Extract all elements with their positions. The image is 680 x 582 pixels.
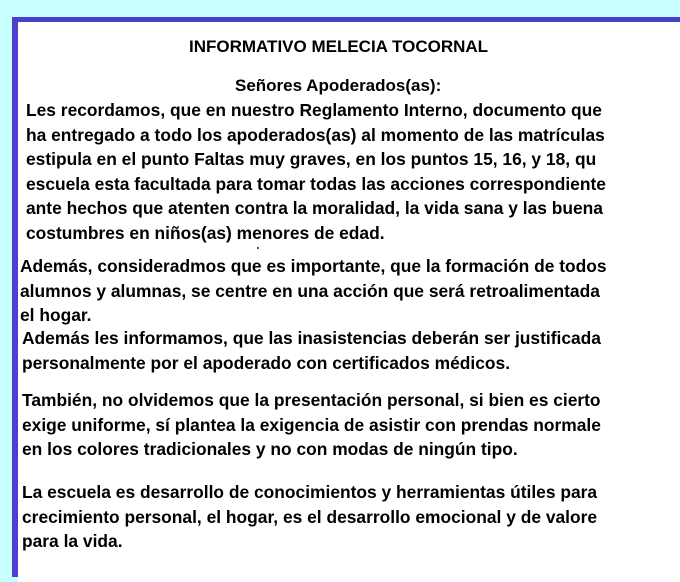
- text-line: exige uniforme, sí plantea la exigencia de asistir con prendas normale: [22, 414, 601, 435]
- text-line: en los colores tradicionales y no con modas de ningún tipo.: [22, 439, 518, 459]
- text-line: escuela esta facultada para tomar todas las acciones correspondiente: [26, 173, 606, 194]
- text-line: Además, consideradmos que es importante, que la formación de todos: [20, 256, 607, 276]
- text-line: ha entregado a todo los apoderados(as) al momento de las matrículas: [26, 124, 605, 145]
- paragraph-inasistencias: [22, 326, 601, 375]
- paragraph-reglamento: [26, 98, 606, 245]
- speck: [257, 247, 259, 249]
- text-line: para la vida.: [22, 531, 123, 551]
- text-line: Además les informamos, que las inasistencias deberán ser justificada: [22, 328, 601, 348]
- text-line: ante hechos que atenten contra la moralidad, la vida sana y las buena: [26, 198, 603, 218]
- text-line: personalmente por el apoderado con certificados médicos.: [22, 352, 511, 373]
- text-line: La escuela es desarrollo de conocimientos y herramientas útiles para: [22, 482, 598, 502]
- text-line: el hogar.: [20, 305, 92, 325]
- paragraph-presentacion: [22, 388, 601, 462]
- paragraph-formacion: [20, 254, 607, 328]
- greeting: Señores Apoderados(as):: [235, 76, 442, 95]
- text-line: También, no olvidemos que la presentación personal, si bien es cierto: [22, 390, 601, 410]
- document-title: INFORMATIVO MELECIA TOCORNAL: [189, 37, 489, 56]
- text-line: crecimiento personal, el hogar, es el desarrollo emocional y de valore: [22, 506, 598, 527]
- text-line: costumbres en niños(as) menores de edad.: [26, 222, 385, 243]
- text-line: Les recordamos, que en nuestro Reglamento Interno, documento que: [26, 100, 602, 120]
- text-line: estipula en el punto Faltas muy graves, en los puntos 15, 16, y 18, qu: [26, 149, 597, 169]
- text-line: alumnos y alumnas, se centre en una acción que será retroalimentada: [20, 280, 600, 301]
- paragraph-escuela: [22, 480, 597, 554]
